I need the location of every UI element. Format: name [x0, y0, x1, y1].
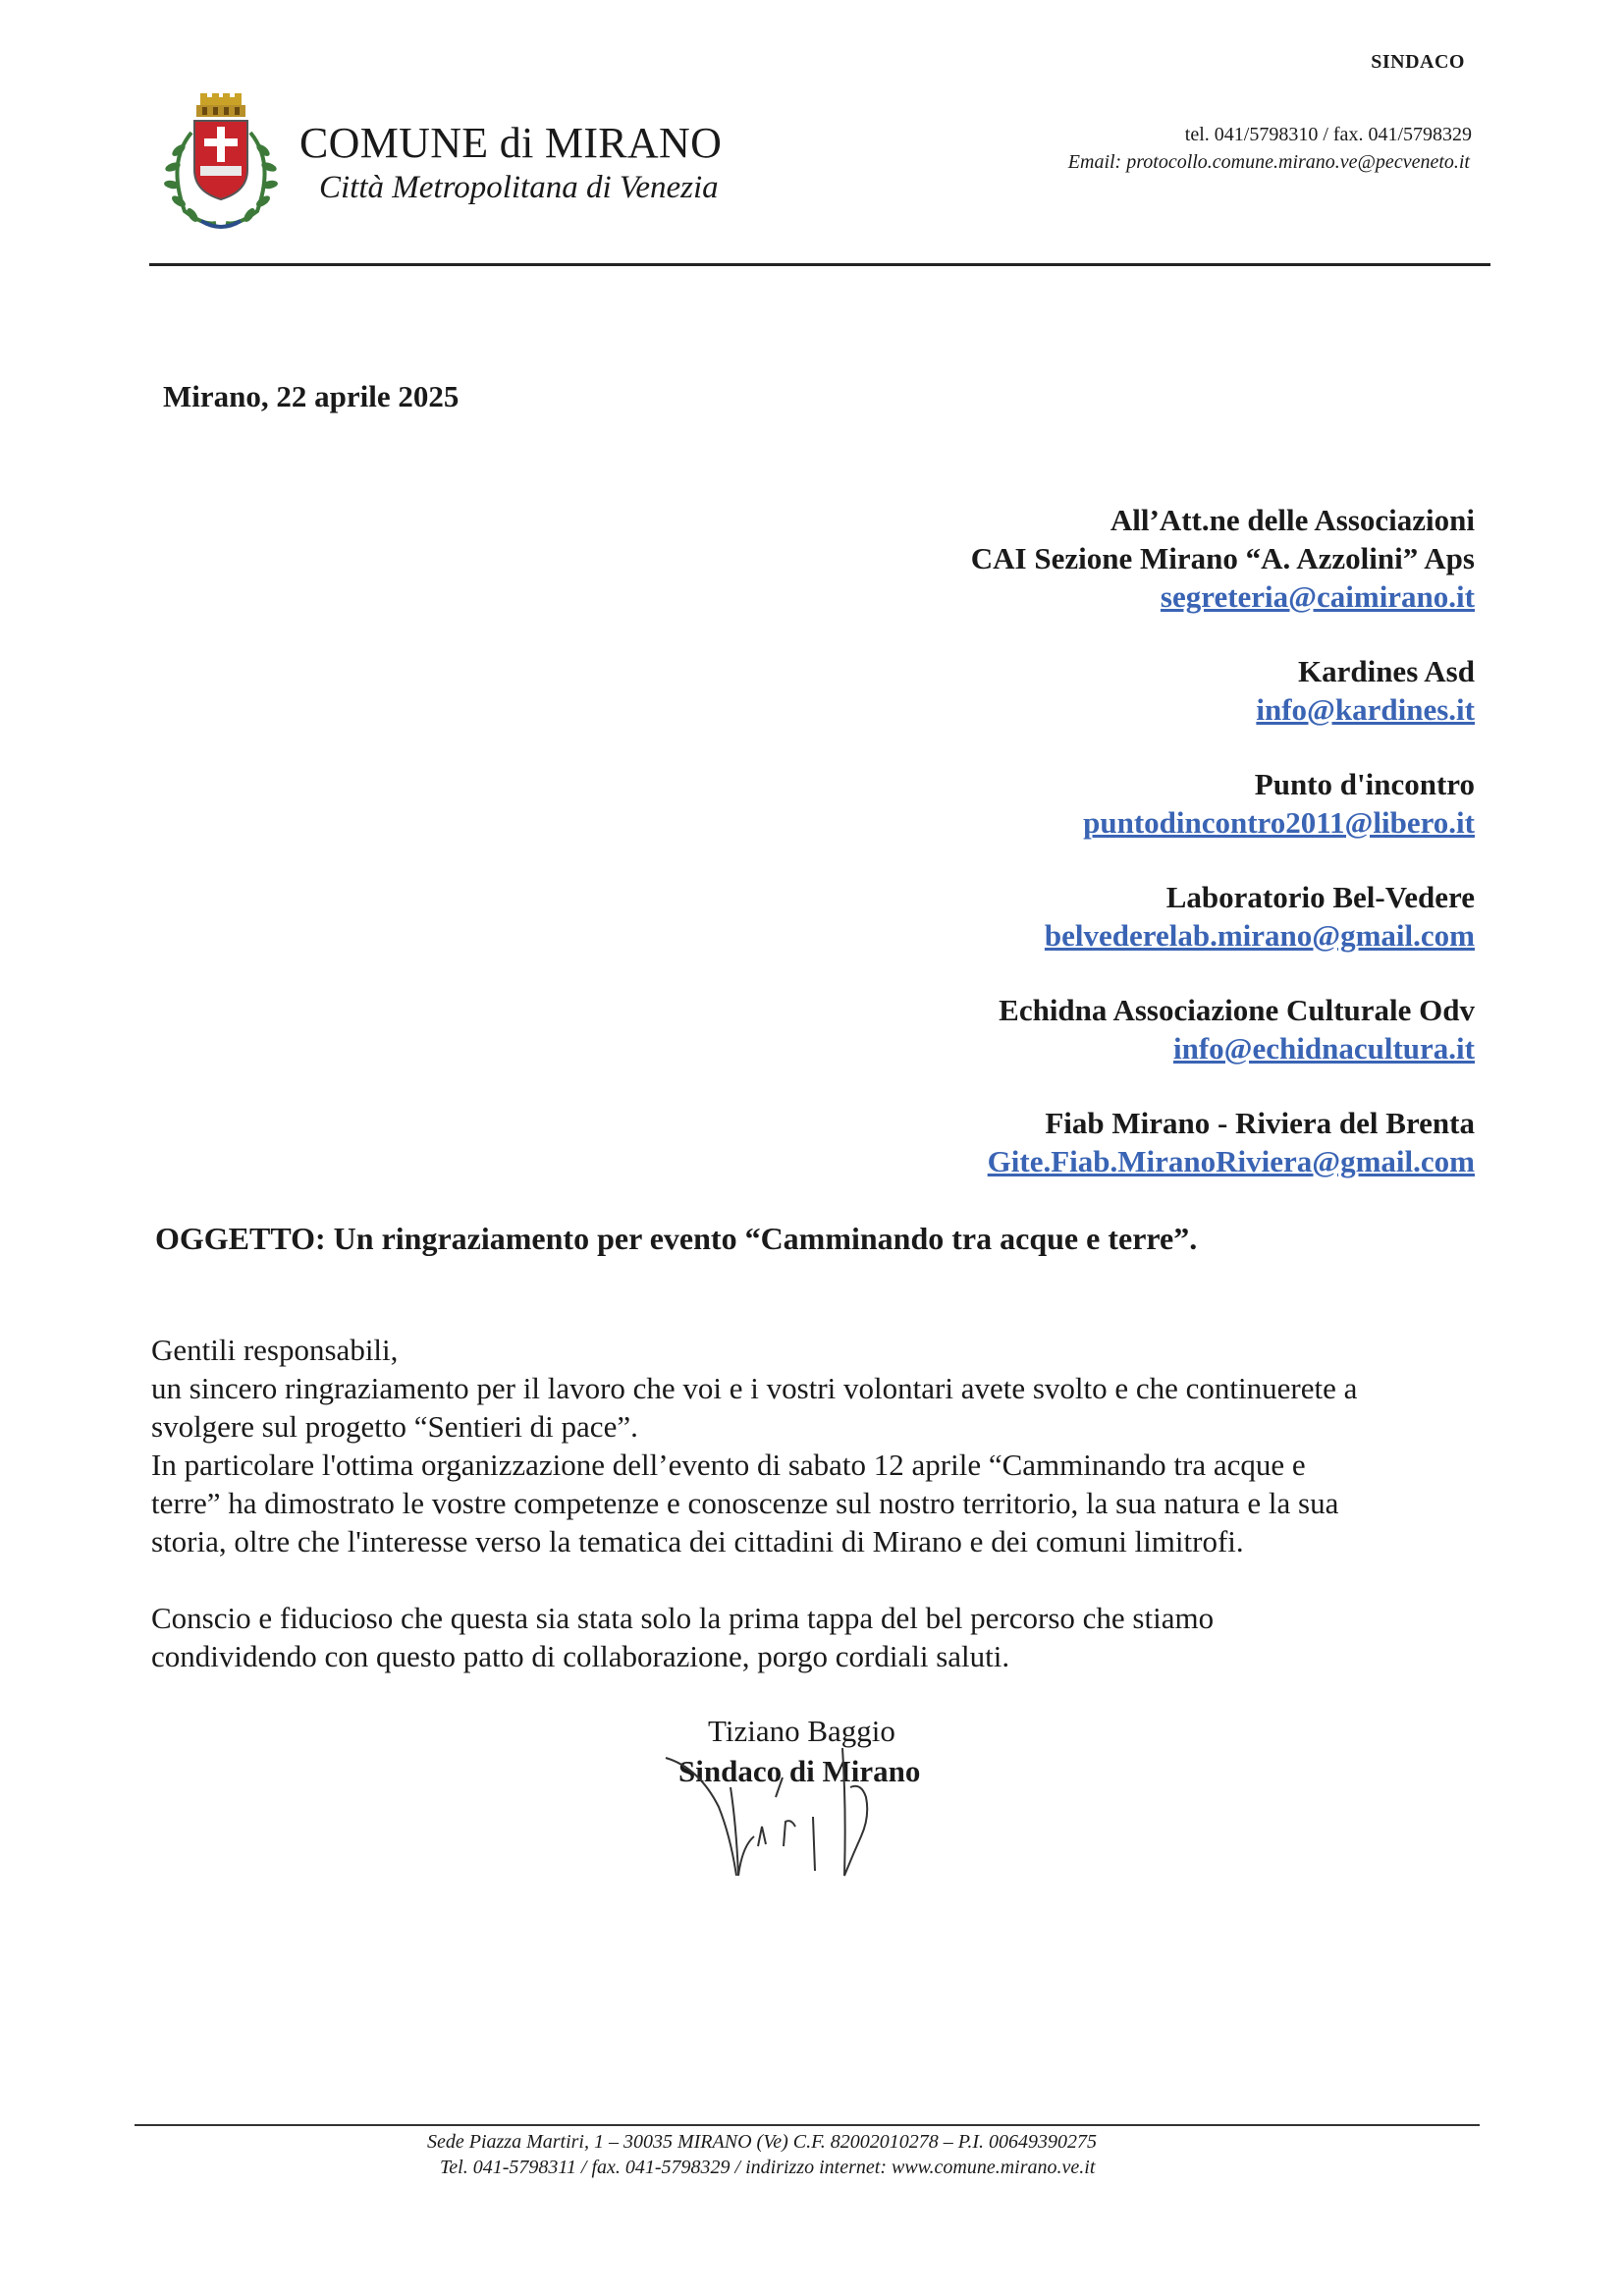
recipient-email-link[interactable]: segreteria@caimirano.it — [1160, 579, 1475, 614]
recipient-name: Punto d'incontro — [1254, 767, 1475, 801]
footer-contacts: Tel. 041-5798311 / fax. 041-5798329 / indirizzo internet: www.comune.mirano.ve.it — [440, 2157, 1096, 2178]
recipient-entry — [971, 765, 1475, 842]
handwritten-signature-icon — [660, 1728, 954, 1925]
comune-name: COMUNE di MIRANO — [299, 119, 723, 167]
signatory-role: Sindaco di Mirano — [678, 1754, 921, 1788]
letter-subject: OGGETTO: Un ringraziamento per evento “Camminando tra acque e terre”. — [155, 1221, 1198, 1256]
role-label: SINDACO — [1371, 51, 1465, 73]
recipient-email-link[interactable]: Gite.Fiab.MiranoRiviera@gmail.com — [987, 1144, 1475, 1178]
body-line: storia, oltre che l'interesse verso la tematica dei cittadini di Mirano e dei comuni limitrofi. — [151, 1524, 1244, 1558]
contact-tel: tel. 041/5798310 / fax. 041/5798329 — [1184, 124, 1472, 145]
recipients-intro: All’Att.ne delle Associazioni — [1110, 503, 1475, 537]
recipient-name: Kardines Asd — [1297, 654, 1475, 688]
recipient-entry — [971, 991, 1475, 1067]
footer-divider — [135, 2124, 1480, 2126]
comune-subtitle: Città Metropolitana di Venezia — [319, 170, 719, 205]
recipient-entry — [971, 539, 1475, 616]
coat-of-arms-icon — [157, 93, 285, 236]
recipient-name: CAI Sezione Mirano “A. Azzolini” Aps — [970, 541, 1475, 575]
letter-date: Mirano, 22 aprile 2025 — [163, 379, 460, 413]
recipient-name: Echidna Associazione Culturale Odv — [999, 993, 1475, 1027]
body-line: un sincero ringraziamento per il lavoro che voi e i vostri volontari avete svolto e che continuerete a — [151, 1371, 1358, 1405]
recipient-email-link[interactable]: puntodincontro2011@libero.it — [1083, 805, 1475, 840]
body-closing: Conscio e fiducioso che questa sia stata solo la prima tappa del bel percorso che stiamo — [151, 1601, 1215, 1635]
body-greeting: Gentili responsabili, — [151, 1333, 399, 1367]
recipient-email-link[interactable]: info@kardines.it — [1256, 692, 1475, 727]
recipient-entry — [971, 652, 1475, 729]
header-divider — [149, 263, 1490, 266]
contact-email: Email: protocollo.comune.mirano.ve@pecveneto.it — [1067, 151, 1470, 173]
recipient-name: Laboratorio Bel-Vedere — [1165, 880, 1475, 914]
recipient-email-link[interactable]: belvederelab.mirano@gmail.com — [1044, 918, 1475, 953]
recipient-entry — [971, 878, 1475, 955]
letter-body — [151, 1331, 1487, 1675]
body-line: svolgere sul progetto “Sentieri di pace”. — [151, 1409, 638, 1444]
body-closing: condividendo con questo patto di collaborazione, porgo cordiali saluti. — [151, 1639, 1010, 1673]
recipient-name: Fiab Mirano - Riviera del Brenta — [1045, 1106, 1475, 1140]
footer-address: Sede Piazza Martiri, 1 – 30035 MIRANO (Ve) C.F. 82002010278 – P.I. 00649390275 — [427, 2131, 1098, 2153]
signatory-name: Tiziano Baggio — [708, 1714, 895, 1748]
body-line: In particolare l'ottima organizzazione dell’evento di sabato 12 aprile “Camminando tra acque e — [151, 1448, 1306, 1482]
body-line: terre” ha dimostrato le vostre competenze e conoscenze sul nostro territorio, la sua natura e la sua — [151, 1486, 1339, 1520]
recipient-entry — [971, 1104, 1475, 1180]
recipient-email-link[interactable]: info@echidnacultura.it — [1173, 1031, 1475, 1066]
recipients-block — [971, 501, 1475, 1217]
